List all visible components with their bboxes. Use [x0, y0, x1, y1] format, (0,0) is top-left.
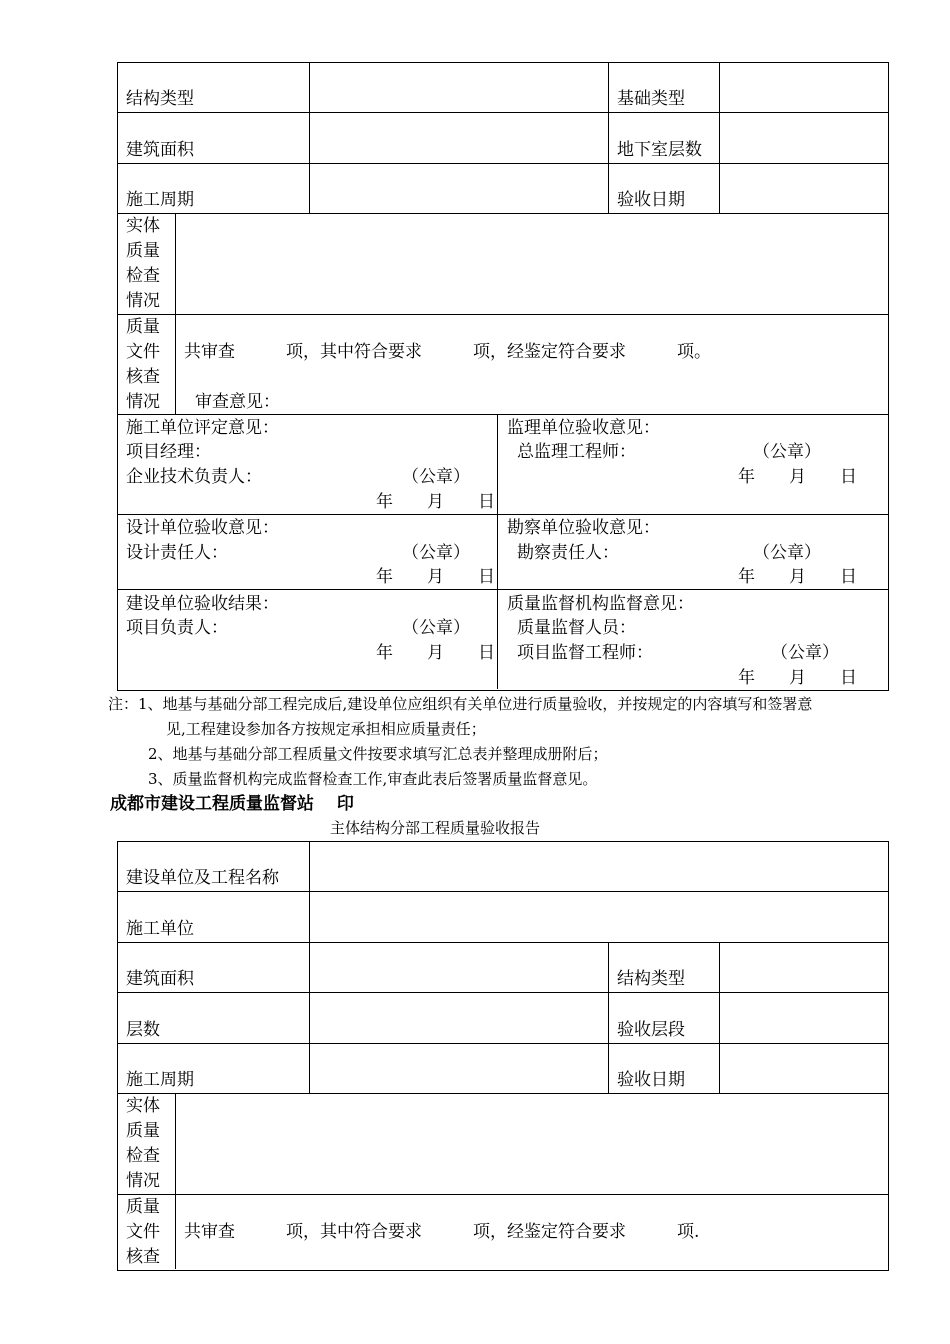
structure-type-label: 结构类型 [126, 89, 194, 109]
design-opinion-title: 设计单位验收意见： [126, 518, 279, 538]
form2-entity-label-3: 检查 [126, 1146, 160, 1166]
contractor-label: 施工单位 [126, 919, 194, 939]
note-2: 2、地基与基础分部工程质量文件按要求填写汇总表并整理成册附后； [148, 745, 608, 763]
form2-area-label: 建筑面积 [126, 969, 194, 989]
note-1a: 注：1、地基与基础分部工程完成后,建设单位应组织有关单位进行质量验收，并按规定的内容填写和签署意 [108, 695, 813, 713]
design-date: 年 月 日 [376, 567, 495, 587]
form2-entity-label-4: 情况 [126, 1171, 160, 1191]
survey-opinion-title: 勘察单位验收意见： [507, 518, 660, 538]
stamp-line: 成都市建设工程质量监督站 印 [110, 794, 354, 814]
quality-date: 年 月 日 [738, 668, 857, 688]
design-seal: （公章） [402, 543, 470, 563]
construction-date: 年 月 日 [376, 492, 495, 512]
construction-period-label: 施工周期 [126, 190, 194, 210]
owner-seal: （公章） [402, 618, 470, 638]
acceptance-date-label: 验收日期 [617, 190, 685, 210]
note-3: 3、质量监督机构完成监督检查工作,审查此表后签署质量监督意见。 [148, 770, 598, 788]
owner-lead-label: 项目负责人： [126, 618, 228, 638]
form2-period-label: 施工周期 [126, 1070, 194, 1090]
entity-check-label-3: 检查 [126, 266, 160, 286]
file-check-summary: 共审查 项，其中符合要求 项，经鉴定符合要求 项。 [184, 342, 711, 362]
form2-file-label-3: 核查 [126, 1247, 160, 1267]
quality-engineer-label: 项目监督工程师： [517, 643, 653, 663]
construction-opinion-title: 施工单位评定意见： [126, 418, 279, 438]
form2-section-label: 验收层段 [617, 1020, 685, 1040]
form2-structure-label: 结构类型 [617, 969, 685, 989]
entity-check-label-1: 实体 [126, 216, 160, 236]
form2-entity-label-2: 质量 [126, 1121, 160, 1141]
construction-seal: （公章） [402, 467, 470, 487]
form2-date-label: 验收日期 [617, 1070, 685, 1090]
survey-seal: （公章） [753, 543, 821, 563]
file-check-label-1: 质量 [126, 317, 160, 337]
project-manager-label: 项目经理： [126, 442, 211, 462]
entity-check-label-2: 质量 [126, 241, 160, 261]
owner-date: 年 月 日 [376, 643, 495, 663]
chief-supervisor-label: 总监理工程师： [517, 442, 636, 462]
file-check-label-2: 文件 [126, 342, 160, 362]
entity-check-label-4: 情况 [126, 291, 160, 311]
supervision-date: 年 月 日 [738, 467, 857, 487]
design-lead-label: 设计责任人： [126, 543, 228, 563]
owner-result-title: 建设单位验收结果： [126, 594, 279, 614]
quality-seal: （公章） [771, 643, 839, 663]
file-check-label-4: 情况 [126, 392, 160, 412]
quality-staff-label: 质量监督人员： [517, 618, 636, 638]
survey-lead-label: 勘察责任人： [517, 543, 619, 563]
form2-entity-label-1: 实体 [126, 1096, 160, 1116]
basement-floors-label: 地下室层数 [617, 140, 702, 160]
quality-opinion-title: 质量监督机构监督意见： [507, 594, 694, 614]
form2-file-check-summary: 共审查 项，其中符合要求 项，经鉴定符合要求 项. [184, 1222, 700, 1242]
tech-lead-label: 企业技术负责人： [126, 467, 262, 487]
form2-file-label-1: 质量 [126, 1197, 160, 1217]
foundation-type-label: 基础类型 [617, 89, 685, 109]
file-check-label-3: 核查 [126, 367, 160, 387]
form2-floors-label: 层数 [126, 1020, 160, 1040]
project-name-label: 建设单位及工程名称 [126, 868, 279, 888]
survey-date: 年 月 日 [738, 567, 857, 587]
supervision-opinion-title: 监理单位验收意见： [507, 418, 660, 438]
review-opinion-label: 审查意见： [195, 392, 280, 412]
form2-file-label-2: 文件 [126, 1222, 160, 1242]
form2-title: 主体结构分部工程质量验收报告 [330, 819, 541, 837]
note-1b: 见,工程建设参加各方按规定承担相应质量责任； [166, 720, 486, 738]
building-area-label: 建筑面积 [126, 140, 194, 160]
supervision-seal: （公章） [753, 442, 821, 462]
